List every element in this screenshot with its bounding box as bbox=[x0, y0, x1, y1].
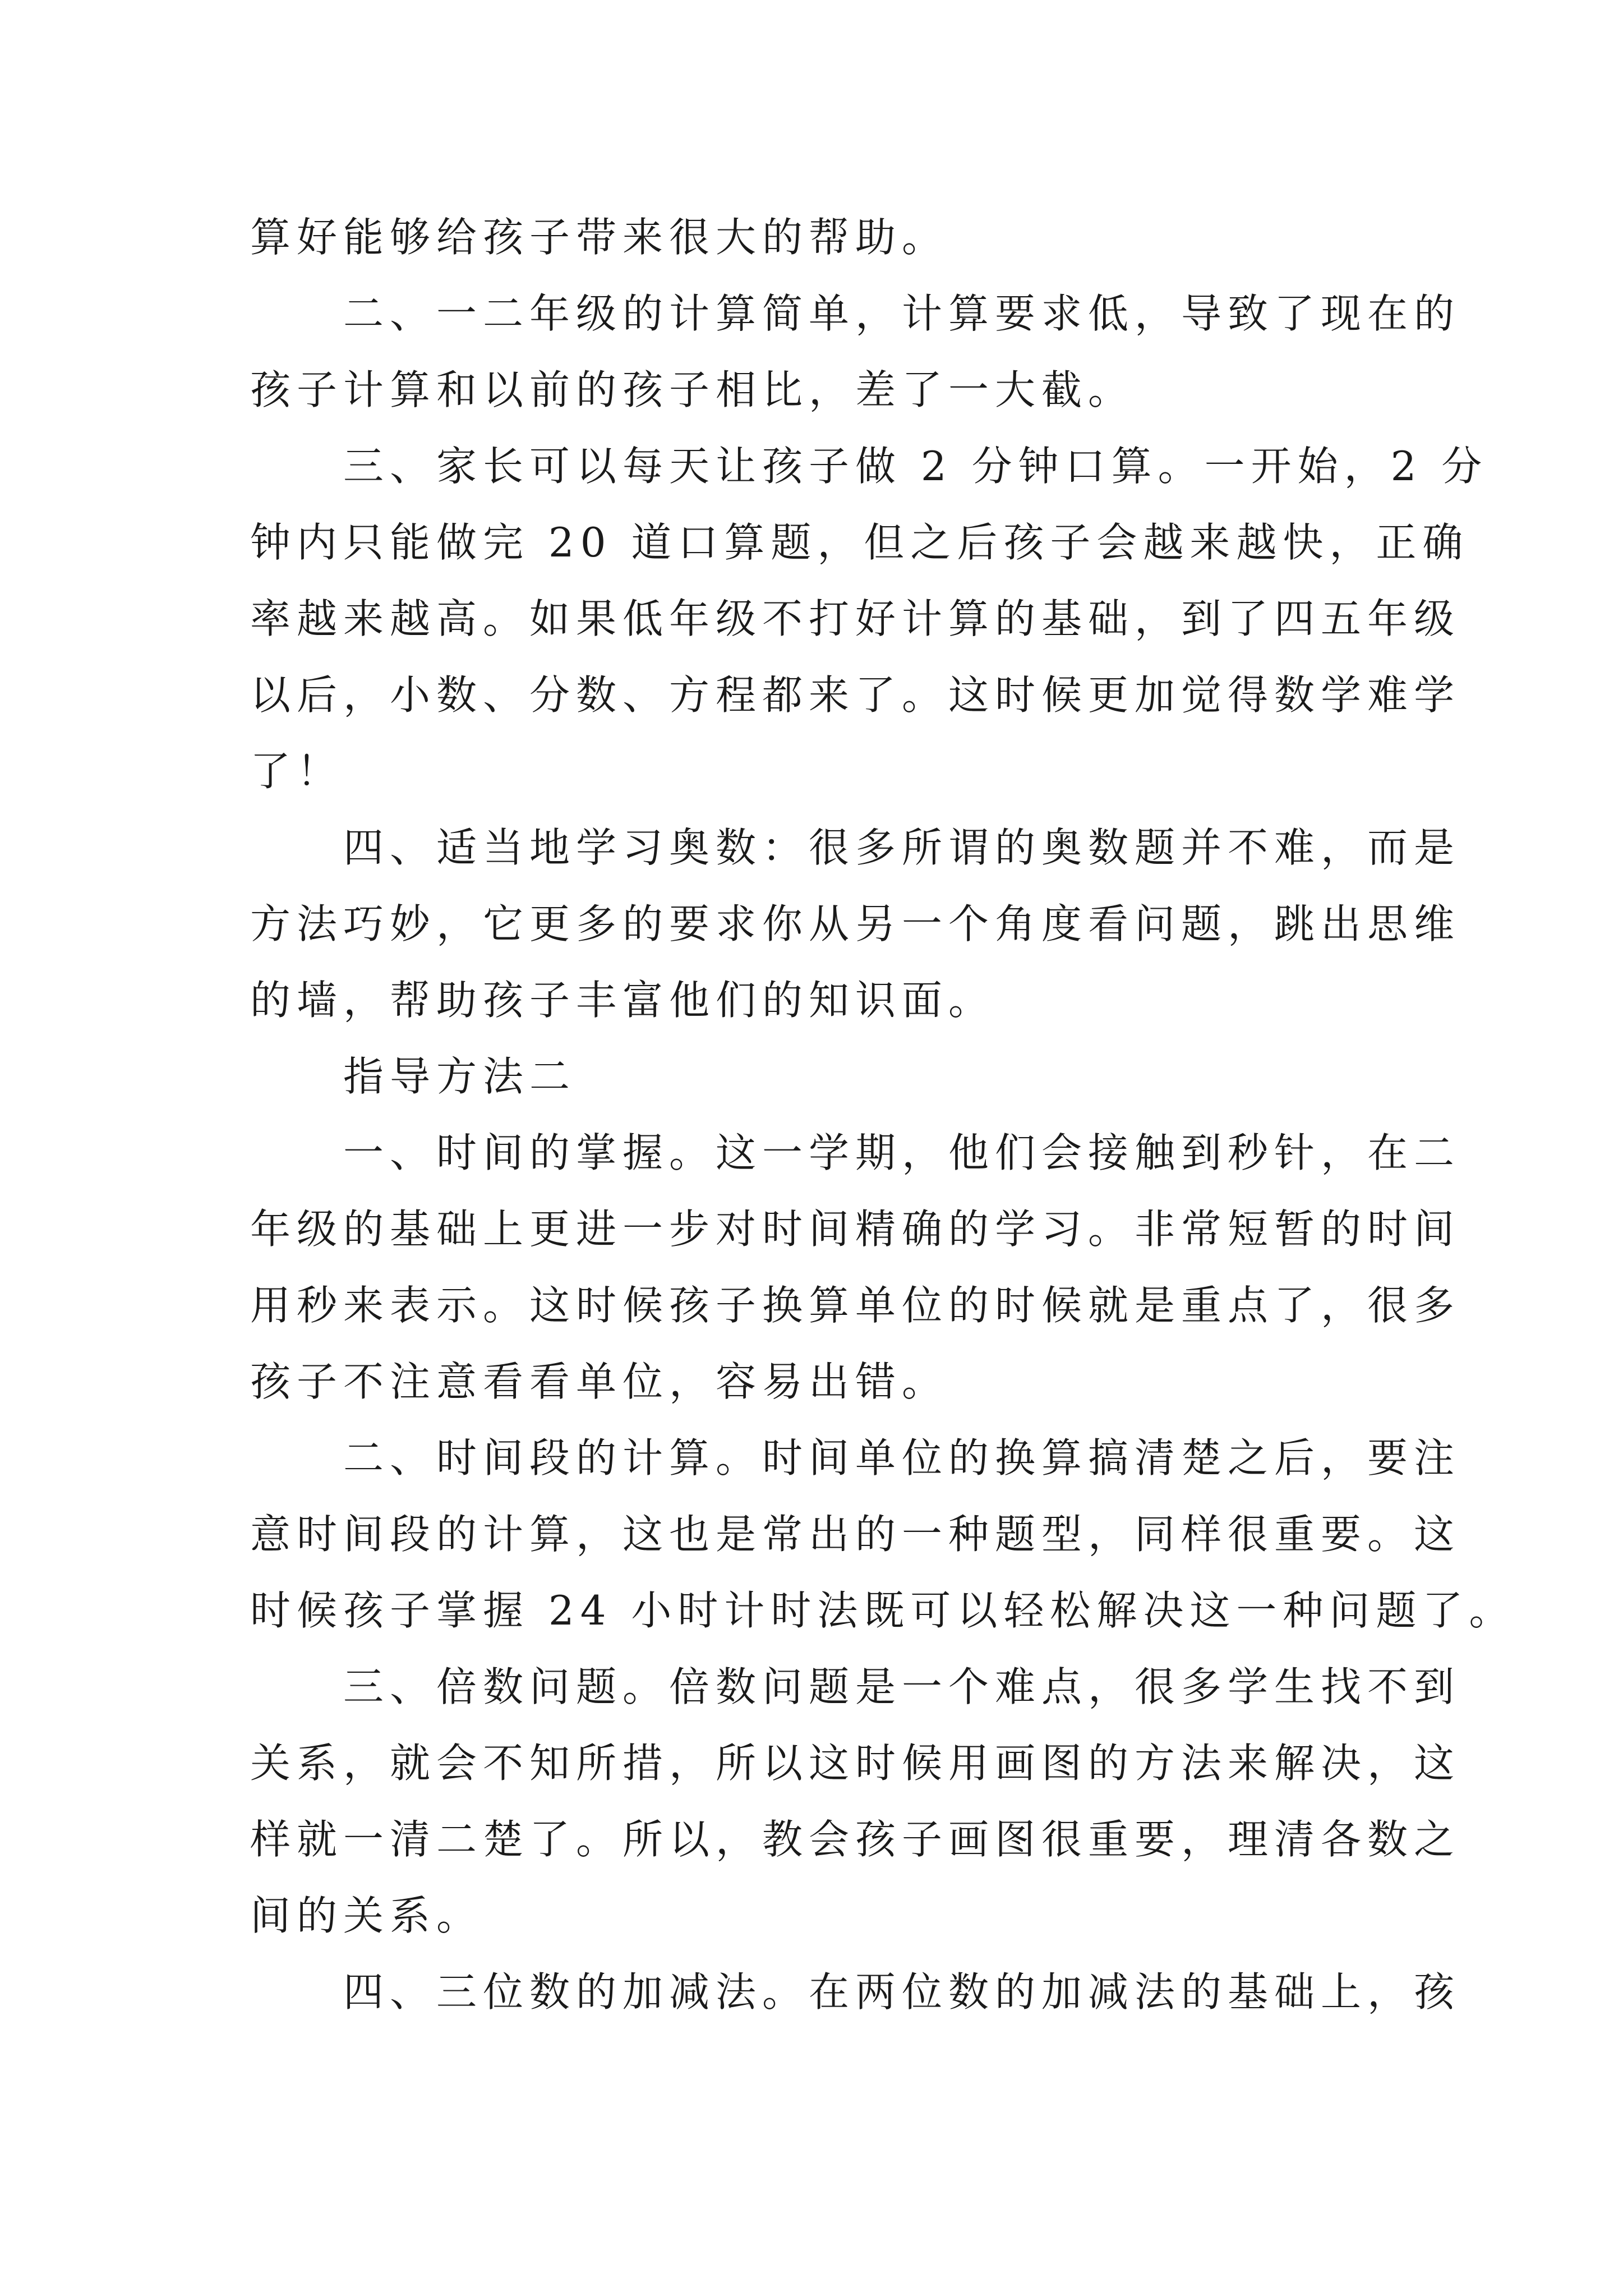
text-line: 年级的基础上更进一步对时间精确的学习。非常短暂的时间 bbox=[250, 1205, 1461, 1253]
section-heading: 指导方法二 bbox=[343, 1053, 577, 1100]
text-line: 以后，小数、分数、方程都来了。这时候更加觉得数学难学 bbox=[250, 671, 1461, 719]
body-text bbox=[250, 199, 1516, 2030]
text-line: 孩子计算和以前的孩子相比，差了一大截。 bbox=[250, 366, 1135, 413]
text-line: 三、倍数问题。倍数问题是一个难点，很多学生找不到 bbox=[343, 1663, 1461, 1710]
text-line: 了！ bbox=[250, 748, 344, 795]
text-line: 四、适当地学习奥数：很多所谓的奥数题并不难，而是 bbox=[343, 824, 1461, 871]
text-line: 孩子不注意看看单位，容易出错。 bbox=[250, 1358, 949, 1405]
text-line: 率越来越高。如果低年级不打好计算的基础，到了四五年级 bbox=[250, 595, 1461, 642]
text-line: 样就一清二楚了。所以，教会孩子画图很重要，理清各数之 bbox=[250, 1816, 1461, 1863]
text-line: 意时间段的计算，这也是常出的一种题型，同样很重要。这 bbox=[250, 1511, 1461, 1558]
text-line: 间的关系。 bbox=[250, 1892, 483, 1939]
text-line: 的墙，帮助孩子丰富他们的知识面。 bbox=[250, 977, 995, 1024]
text-line: 二、时间段的计算。时间单位的换算搞清楚之后，要注 bbox=[343, 1434, 1461, 1481]
text-line: 用秒来表示。这时候孩子换算单位的时候就是重点了，很多 bbox=[250, 1282, 1461, 1329]
text-line: 一、时间的掌握。这一学期，他们会接触到秒针，在二 bbox=[343, 1129, 1461, 1176]
text-line: 时候孩子掌握 24 小时计时法既可以轻松解决这一种问题了。 bbox=[250, 1587, 1516, 1634]
text-line: 方法巧妙，它更多的要求你从另一个角度看问题，跳出思维 bbox=[250, 900, 1461, 947]
text-line: 算好能够给孩子带来很大的帮助。 bbox=[250, 214, 949, 261]
text-line: 四、三位数的加减法。在两位数的加减法的基础上，孩 bbox=[343, 1968, 1461, 2016]
text-line: 二、一二年级的计算简单，计算要求低，导致了现在的 bbox=[343, 290, 1461, 337]
text-line: 钟内只能做完 20 道口算题，但之后孩子会越来越快，正确 bbox=[250, 519, 1469, 566]
text-line: 关系，就会不知所措，所以这时候用画图的方法来解决，这 bbox=[250, 1740, 1461, 1787]
text-line: 三、家长可以每天让孩子做 2 分钟口算。一开始，2 分 bbox=[343, 443, 1488, 490]
